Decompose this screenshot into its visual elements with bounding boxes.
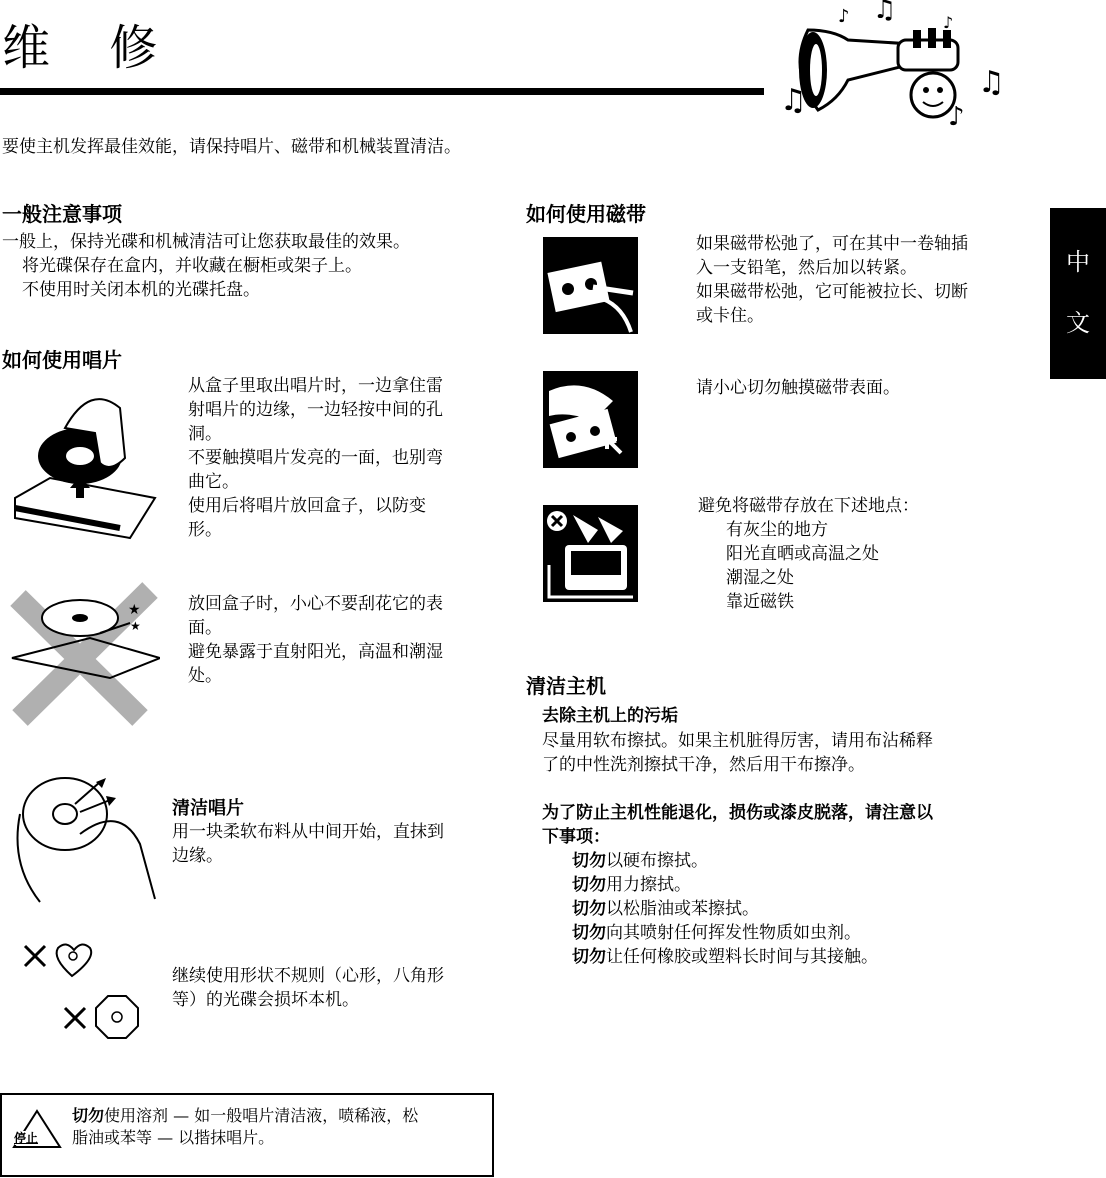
tapes-heading: 如何使用磁带 (526, 202, 646, 226)
general-heading: 一般注意事项 (2, 202, 122, 226)
svg-text:★: ★ (130, 619, 141, 633)
tape-avoid-item: 靠近磁铁 (726, 592, 794, 612)
precaution-item (542, 921, 878, 945)
precaution-text: 让任何橡胶或塑料长时间与其接触。 (606, 947, 878, 967)
disc-line: 形。 (188, 520, 222, 540)
language-tab (1050, 208, 1106, 379)
precautions-heading (542, 801, 933, 849)
discs-heading: 如何使用唱片 (2, 348, 122, 372)
tape-surface-illustration (543, 371, 638, 468)
disc-wiping-illustration (10, 774, 160, 904)
precaution-item (542, 897, 878, 921)
precaution-item (542, 873, 878, 897)
unit-line: 了的中性洗剂擦拭干净，然后用干布擦净。 (542, 755, 865, 775)
disc-storage-text (188, 592, 443, 688)
tape-slack-text (696, 232, 968, 328)
precaution-bold: 切勿 (572, 875, 606, 895)
disc-line: 用一块柔软布料从中间开始，直抹到 (172, 822, 444, 842)
general-line: 将光碟保存在盒内，并收藏在橱柜或架子上。 (22, 256, 362, 276)
tape-avoid-item: 有灰尘的地方 (726, 520, 828, 540)
disc-line: 处。 (188, 666, 222, 686)
unit-line: 尽量用软布擦拭。如果主机脏得厉害，请用布沾稀释 (542, 731, 933, 751)
tape-avoid-text (698, 494, 919, 614)
general-line: 不使用时关闭本机的光碟托盘。 (22, 280, 260, 300)
general-line: 一般上，保持光碟和机械清洁可让您获取最佳的效果。 (2, 232, 410, 252)
disc-handling-text (188, 374, 443, 542)
disc-tray-illustration (10, 388, 160, 543)
tab-char-1: 中 (1066, 248, 1090, 276)
tape-storage-illustration (543, 505, 638, 602)
svg-text:♪: ♪ (838, 6, 850, 27)
tape-line: 如果磁带松弛了，可在其中一卷轴插 (696, 234, 968, 254)
clean-disc-text (172, 820, 444, 868)
warning-text (72, 1105, 418, 1149)
irregular-disc-illustration (20, 938, 145, 1053)
disc-line: 等）的光碟会损坏本机。 (172, 990, 359, 1010)
precaution-bold: 切勿 (572, 947, 606, 967)
precautions-list (542, 849, 878, 969)
tape-avoid-item: 潮湿之处 (726, 568, 794, 588)
do-not-scratch-illustration (10, 578, 160, 726)
tape-avoid-item: 阳光直晒或高温之处 (726, 544, 879, 564)
disc-line: 射唱片的边缘，一边轻按中间的孔 (188, 400, 443, 420)
tape-line: 请小心切勿触摸磁带表面。 (696, 378, 900, 398)
disc-line: 继续使用形状不规则（心形，八角形 (172, 966, 444, 986)
title-rule (0, 88, 764, 95)
unit-line: 下事项： (542, 827, 610, 847)
clean-unit-heading: 清洁主机 (526, 674, 606, 698)
precaution-item (542, 849, 878, 873)
tape-avoid-intro: 避免将磁带存放在下述地点： (698, 496, 919, 516)
precaution-bold: 切勿 (572, 923, 606, 943)
svg-text:♫: ♫ (780, 83, 807, 118)
disc-line: 洞。 (188, 424, 222, 444)
precaution-bold: 切勿 (572, 851, 606, 871)
clean-unit-text (542, 729, 933, 777)
clean-disc-heading: 清洁唱片 (172, 798, 244, 819)
svg-text:★: ★ (128, 602, 141, 618)
warning-box (0, 1093, 494, 1177)
tape-pencil-illustration (543, 237, 638, 334)
trumpet-music-illustration (778, 0, 1028, 130)
precaution-text: 向其喷射任何挥发性物质如虫剂。 (606, 923, 861, 943)
disc-line: 从盒子里取出唱片时，一边拿住雷 (188, 376, 443, 396)
warning-line: 脂油或苯等 — 以揩抹唱片。 (72, 1128, 275, 1147)
clean-unit-subheading: 去除主机上的污垢 (542, 706, 678, 726)
disc-line: 放回盒子时，小心不要刮花它的表 (188, 594, 443, 614)
tape-line: 如果磁带松弛，它可能被拉长、切断 (696, 282, 968, 302)
precaution-text: 以松脂油或苯擦拭。 (606, 899, 759, 919)
stop-badge: 停止 (14, 1131, 39, 1145)
tape-line: 入一支铅笔，然后加以转紧。 (696, 258, 917, 278)
disc-line: 使用后将唱片放回盒子，以防变 (188, 496, 426, 516)
unit-line: 为了防止主机性能退化，损伤或漆皮脱落，请注意以 (542, 803, 933, 823)
precaution-text: 以硬布擦拭。 (606, 851, 708, 871)
irregular-disc-text (172, 964, 444, 1012)
warning-line: 使用溶剂 — 如一般唱片清洁液，喷稀液，松 (104, 1106, 419, 1125)
intro-text: 要使主机发挥最佳效能，请保持唱片、磁带和机械装置清洁。 (2, 137, 461, 157)
disc-line: 面。 (188, 618, 222, 638)
precaution-item (542, 945, 878, 969)
page-title: 维 修 (2, 20, 180, 76)
svg-text:♪: ♪ (948, 102, 965, 130)
svg-text:♫: ♫ (978, 65, 1005, 100)
svg-text:♫: ♫ (873, 0, 897, 25)
disc-line: 避免暴露于直射阳光，高温和潮湿 (188, 642, 443, 662)
disc-line: 边缘。 (172, 846, 223, 866)
svg-text:♪: ♪ (943, 13, 954, 32)
disc-line: 不要触摸唱片发亮的一面，也别弯 (188, 448, 443, 468)
precaution-bold: 切勿 (572, 899, 606, 919)
precaution-text: 用力擦拭。 (606, 875, 691, 895)
general-text (2, 230, 410, 302)
disc-line: 曲它。 (188, 472, 239, 492)
warning-bold: 切勿 (72, 1106, 105, 1125)
tape-surface-text (696, 376, 900, 400)
tape-line: 或卡住。 (696, 306, 764, 326)
tab-char-2: 文 (1066, 309, 1090, 337)
